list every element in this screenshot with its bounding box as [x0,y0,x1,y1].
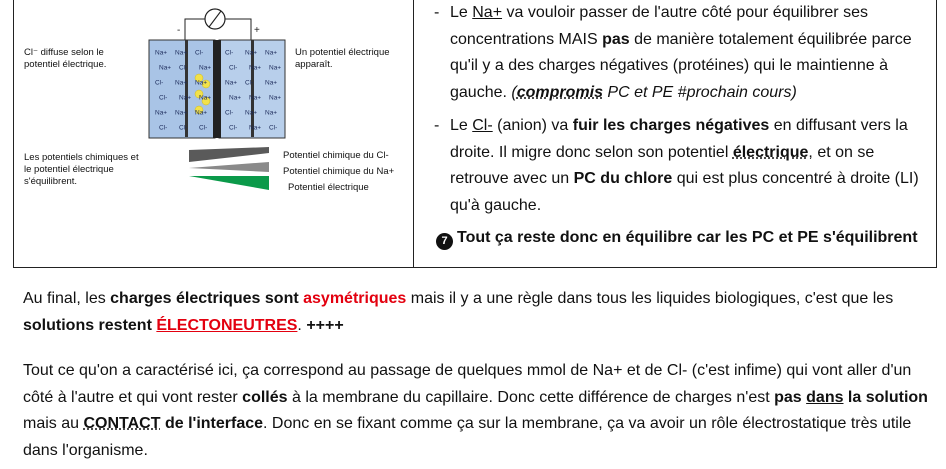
ion-label: Na+ [265,79,278,87]
ion-label: Na+ [155,49,168,57]
dans-term: dans [806,388,844,406]
voltmeter-icon [185,9,251,40]
wedge-na [189,162,269,172]
dash: - [434,117,440,134]
na-term: Na+ [472,4,503,21]
label-equilibre: Les potentiels chimiques et le potentiel électrique s'équilibrent. [24,152,139,187]
ion-label: Na+ [155,109,168,117]
text: à la membrane du capillaire. Donc cette différence de charges n'est [287,388,775,406]
text: Au final, les [23,290,111,307]
text: ( [511,83,517,101]
bold-colles: collés [242,388,288,406]
table-border-middle [413,0,414,268]
table-border-right [936,0,937,268]
final-text: Tout ça reste donc en équilibre car les PC et PE s'équilibrent [457,229,918,246]
membrane-diagram [13,0,413,268]
ion-label: Na+ [245,109,258,117]
text: va vouloir passer de l'autre côté pour équilibrer ses concentrations MAIS [450,4,868,48]
bold-text: charges électriques sont [110,290,304,307]
ion-label: Na+ [249,94,262,102]
ion-label: Na+ [195,109,208,117]
minus-sign: - [177,25,181,36]
ion-label: Cl- [195,49,204,57]
ion-label: Cl- [159,94,168,102]
text: mais il y a une règle dans tous les liquides biologiques, c'est que les [406,290,894,307]
text: PC et PE #prochain cours) [602,83,797,101]
ion-label: Na+ [225,79,238,87]
ion-label: Na+ [175,79,188,87]
dash: - [434,4,440,21]
text: . Donc en se fixant comme ça sur la membrane, ça va avoir un rôle électrostatique très utile dans l'organisme. [23,415,912,459]
ion-label: Cl- [229,64,238,72]
final-statement [436,225,934,251]
text: qui est plus concentré à droite (LI) qu'à gauche. [450,170,919,214]
plus-marks: ++++ [306,316,344,334]
contact-term: CONTACT [83,415,161,432]
text: Le [450,117,473,134]
electroneutres-term: ÉLECTONEUTRES [156,316,298,334]
bold-text: la solution [843,388,928,406]
electrique-term: électrique [732,143,809,161]
legend-na: Potentiel chimique du Na+ [283,166,395,177]
ion-label: Na+ [245,49,258,57]
text: , et on se retrouve avec un [450,143,875,187]
ion-label: Cl- [179,124,188,132]
plus-sign: + [254,25,260,36]
bullet-cl [422,113,934,219]
text: mais au [23,415,84,432]
text: (anion) va [492,117,573,134]
bullet-na [422,0,934,106]
paragraph-mmol [23,358,928,464]
diagram-cell [13,0,413,268]
ion-label: Na+ [249,124,262,132]
legend-pe: Potentiel électrique [288,182,369,193]
membrane [213,40,221,138]
asymetriques-term: asymétriques [303,290,407,307]
ion-label: Na+ [199,64,212,72]
ion-label: Na+ [199,94,212,102]
ion-label: Na+ [175,109,188,117]
compromis-term: compromis [516,83,603,101]
bold-pc-chlore: PC du chlore [573,170,673,187]
text: de manière totalement équilibrée parce qu'il y a des charges négatives (protéines) qui le maintienne à gauche. [450,30,912,101]
ion-label: Na+ [159,64,172,72]
text: Le [450,4,473,21]
bold-pas: pas [774,388,807,406]
ion-label: Cl- [269,124,278,132]
ion-label: Cl- [199,124,208,132]
ion-label: Cl- [225,109,234,117]
ion-label: Na+ [229,94,242,102]
ion-label: Na+ [195,79,208,87]
cl-term: Cl- [472,117,493,134]
ion-label: Na+ [249,64,262,72]
text: Tout ce qu'on a caractérisé ici, ça correspond au passage de quelques mmol de Na+ et de Cl- (c'est infime) qui vont aller d'un côté à l'autre et qui vont rester [23,362,912,406]
label-cl-diffuse: Cl⁻ diffuse selon le potentiel électrique. [24,47,107,70]
ion-label: Cl- [245,79,254,87]
ion-label: Na+ [179,94,192,102]
wedge-pe [189,176,269,190]
label-pe-apparait: Un potentiel électrique apparaît. [295,47,390,70]
ion-label: Cl- [159,124,168,132]
ion-label: Cl- [225,49,234,57]
wedge-cl [189,147,269,162]
number-badge: 7 [436,233,453,250]
bold-text: solutions restent [23,316,157,334]
ion-label: Cl- [155,79,164,87]
bold-pas: pas [602,30,630,48]
text: en diffusant vers la droite. Il migre donc selon son potentiel [450,117,908,161]
explanation-cell [422,0,934,251]
paragraph-final [23,286,928,339]
legend-cl: Potentiel chimique du Cl- [283,150,389,161]
ion-label: Cl- [229,124,238,132]
content-table [13,0,937,268]
bold-text: de l'interface [160,415,264,432]
ion-label: Na+ [175,49,188,57]
ion-label: Cl- [179,64,188,72]
text: . [297,316,307,334]
ion-label: Na+ [265,109,278,117]
ion-label: Na+ [269,64,282,72]
ion-label: Na+ [265,49,278,57]
ion-label: Na+ [269,94,282,102]
bold-fuir: fuir les charges négatives [572,117,770,134]
